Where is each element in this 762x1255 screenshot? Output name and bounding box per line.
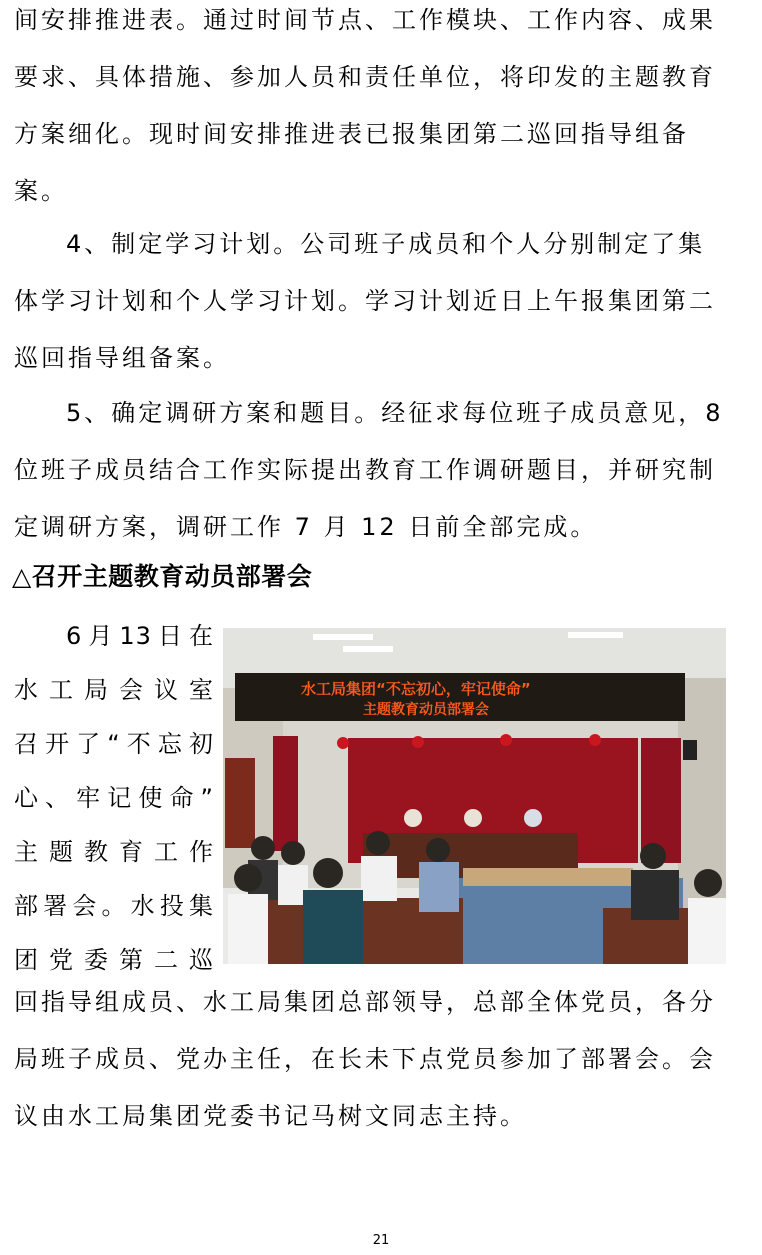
page-number: 21 bbox=[372, 1233, 390, 1248]
section-heading: △召开主题教育动员部署会 bbox=[12, 562, 313, 591]
text-line: 团党委第二巡 bbox=[14, 946, 214, 974]
text-line: 回指导组成员、水工局集团总部领导，总部全体党员，各分 bbox=[14, 988, 716, 1016]
text-line: 体学习计划和个人学习计划。学习计划近日上午报集团第二 bbox=[14, 287, 716, 315]
text-line: 6月13日在 bbox=[66, 622, 214, 650]
banner-text-line2: 主题教育动员部署会 bbox=[363, 702, 489, 718]
meeting-photo bbox=[223, 628, 726, 964]
text-line: 议由水工局集团党委书记马树文同志主持。 bbox=[14, 1102, 527, 1130]
text-line: 主题教育工作 bbox=[14, 838, 214, 866]
text-line: 召开了“不忘初 bbox=[14, 730, 214, 758]
side-paragraph bbox=[14, 609, 214, 987]
text-line: 水工局会议室 bbox=[14, 676, 214, 704]
text-line: 案。 bbox=[14, 177, 68, 205]
paragraph-study-plan bbox=[14, 216, 744, 387]
text-line: 间安排推进表。通过时间节点、工作模块、工作内容、成果 bbox=[14, 6, 716, 34]
text-line: 位班子成员结合工作实际提出教育工作调研题目，并研究制 bbox=[14, 456, 716, 484]
text-line: 部署会。水投集 bbox=[14, 892, 214, 920]
paragraph-schedule bbox=[14, 0, 744, 220]
text-line: 方案细化。现时间安排推进表已报集团第二巡回指导组备 bbox=[14, 120, 689, 148]
text-line: 定调研方案，调研工作 7 月 12 日前全部完成。 bbox=[14, 513, 598, 541]
text-line: 5、确定调研方案和题目。经征求每位班子成员意见，8 bbox=[66, 399, 724, 427]
text-line: 巡回指导组备案。 bbox=[14, 344, 230, 372]
paragraph-research-plan bbox=[14, 385, 744, 556]
banner-text-line1: 水工局集团“不忘初心，牢记使命” bbox=[301, 680, 531, 698]
text-line: 要求、具体措施、参加人员和责任单位，将印发的主题教育 bbox=[14, 63, 716, 91]
text-line: 4、制定学习计划。公司班子成员和个人分别制定了集 bbox=[66, 230, 706, 258]
text-line: 心、牢记使命” bbox=[14, 784, 214, 812]
paragraph-meeting-attendees bbox=[14, 974, 744, 1145]
text-line: 局班子成员、党办主任，在长未下点党员参加了部署会。会 bbox=[14, 1045, 716, 1073]
